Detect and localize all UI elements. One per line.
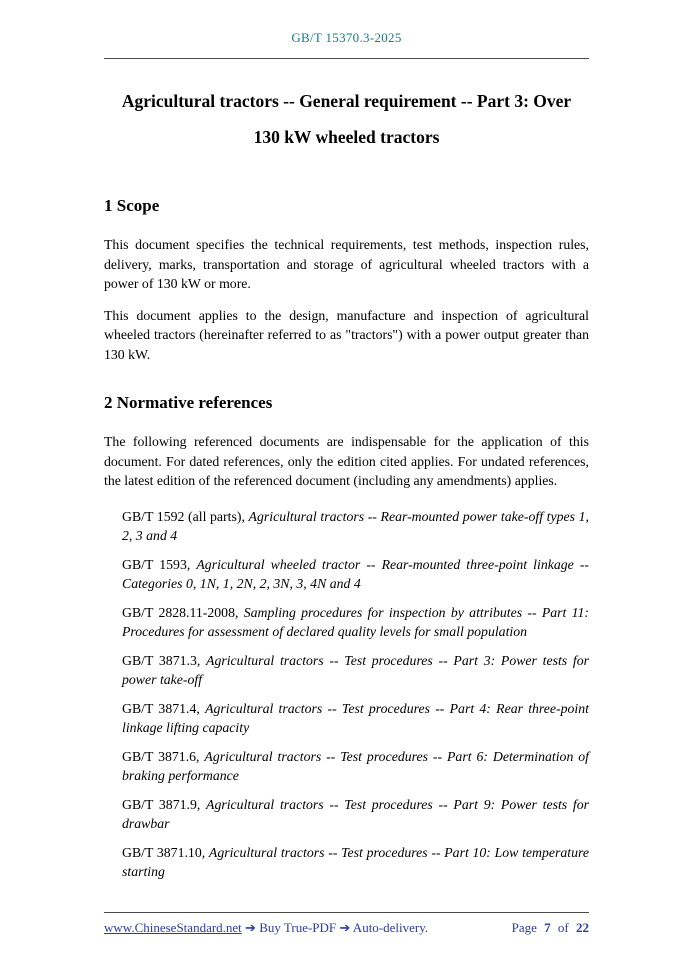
doc-number: GB/T 15370.3-2025 <box>291 30 402 45</box>
reference-item <box>122 651 589 690</box>
page-footer <box>104 912 589 936</box>
reference-title: Agricultural tractors -- Test procedures -- Part 3: Power tests for power take-off <box>122 652 589 687</box>
section-normative-references <box>104 392 589 882</box>
reference-code: GB/T 3871.6, <box>122 748 200 764</box>
reference-title: Agricultural tractors -- Rear-mounted power take-off types 1, 2, 3 and 4 <box>122 508 590 543</box>
page-number: 7 <box>544 920 551 935</box>
document-title-line2: 130 kW wheeled tractors <box>253 127 440 147</box>
reference-title: Agricultural tractors -- Test procedures -- Part 9: Power tests for drawbar <box>122 796 589 831</box>
document-title <box>104 83 589 155</box>
reference-item <box>122 843 589 882</box>
scope-paragraph-1: This document specifies the technical requirements, test methods, inspection rules, delivery, marks, transportation and storage of agricultural wheeled tractors with a power of 130 kW or more. <box>104 237 589 291</box>
page-of-label: of <box>557 920 569 935</box>
document-title-line1: Agricultural tractors -- General requirement -- Part 3: Over <box>121 91 572 111</box>
reference-code: GB/T 3871.4, <box>122 700 200 716</box>
section-heading-scope: 1 Scope <box>104 196 160 215</box>
footer-website-link[interactable]: www.ChineseStandard.net <box>104 920 242 935</box>
reference-title: Agricultural tractors -- Test procedures -- Part 10: Low temperature starting <box>122 844 590 879</box>
reference-title: Agricultural tractors -- Test procedures -- Part 4: Rear three-point linkage lifting capacity <box>122 700 589 735</box>
section-scope <box>104 195 589 364</box>
footer-tagline: ➔ Buy True-PDF ➔ Auto-delivery. <box>241 920 429 935</box>
reference-code: GB/T 3871.3, <box>122 652 201 668</box>
page-label: Page <box>511 920 537 935</box>
page-header <box>104 30 589 59</box>
footer-promo <box>104 920 428 936</box>
reference-item <box>122 795 589 834</box>
reference-item <box>122 507 589 546</box>
normative-intro-paragraph: The following referenced documents are indispensable for the application of this document. For dated references, only the edition cited applies. For undated references, the latest edition of the referenced document (including any amendments) applies. <box>104 434 589 488</box>
header-divider <box>104 58 589 59</box>
reference-code: GB/T 2828.11-2008, <box>122 604 239 620</box>
scope-paragraph-2: This document applies to the design, manufacture and inspection of agricultural wheeled tractors (hereinafter referred to as "tractors") with a power output greater than 130 kW. <box>104 307 589 362</box>
reference-code: GB/T 3871.9, <box>122 796 201 812</box>
reference-code: GB/T 3871.10, <box>122 844 206 860</box>
reference-title: Sampling procedures for inspection by attributes -- Part 11: Procedures for assessment of declared quality levels for small population <box>122 604 590 639</box>
reference-item <box>122 747 589 786</box>
footer-divider <box>104 912 589 913</box>
page-indicator <box>512 920 589 936</box>
page-total: 22 <box>576 920 589 935</box>
reference-title: Agricultural wheeled tractor -- Rear-mounted three-point linkage -- Categories 0, 1N, 1, 2N, 2, 3N, 3, 4N and 4 <box>122 556 590 591</box>
reference-code: GB/T 1593, <box>122 556 191 572</box>
reference-list <box>104 507 589 882</box>
section-heading-normative-references: 2 Normative references <box>104 393 273 412</box>
reference-code: GB/T 1592 (all parts), <box>122 508 245 524</box>
reference-item <box>122 555 589 594</box>
reference-title: Agricultural tractors -- Test procedures -- Part 6: Determination of braking performance <box>122 748 589 783</box>
reference-item <box>122 699 589 738</box>
reference-item <box>122 603 589 642</box>
